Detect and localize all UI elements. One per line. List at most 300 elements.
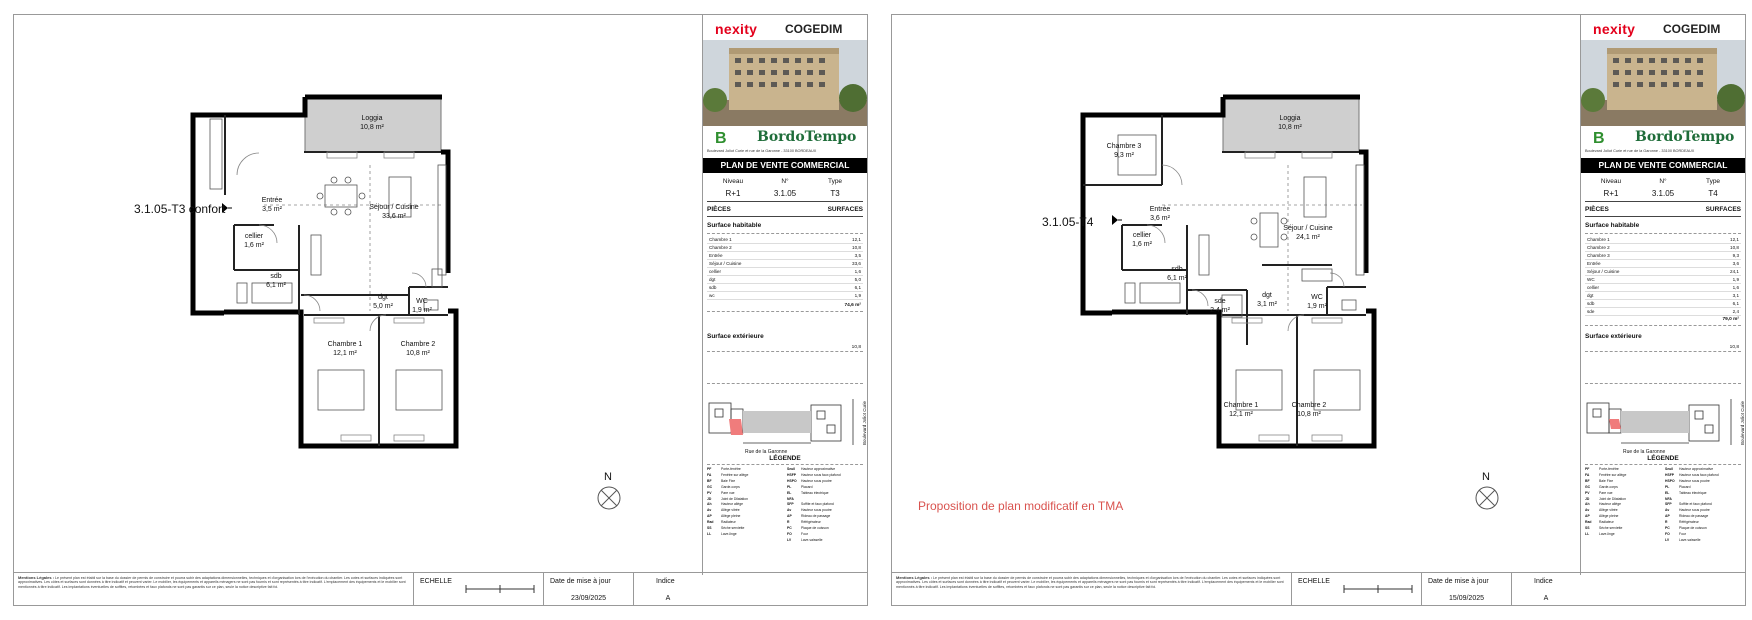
legend-entry (1665, 538, 1719, 544)
legend-desc: Radiateur (1599, 520, 1614, 525)
divider (707, 351, 863, 352)
legend-desc: Sèche serviette (721, 526, 745, 531)
legend-abbr: PV (1585, 490, 1590, 495)
niveau-header: Niveau (1600, 178, 1622, 185)
legend-desc: Soffite et faux plafond (1679, 502, 1712, 507)
modification-note: Proposition de plan modificatif en TMA (918, 499, 1124, 513)
legend-desc: Pare vue (721, 490, 735, 495)
pieces-header: PIÈCES (1585, 206, 1609, 213)
legend-desc: Hauteur allège (721, 502, 744, 507)
legend-desc: Hauteur allège (1599, 502, 1622, 507)
legend-desc: Radiateur (721, 520, 736, 525)
legal-text: Le présent plan est établi sur la base du dossier de permis de construire et pourra subir des adaptations dimensionnelles, techniques et d'organisation lors de l'exécution du chantier. Les cotes et surfaces indiquées sont approximatives. Les côtes et surfaces sont données à titre indicatif et peuvent varier. Le mobilier, les équipements et appareils ménagers ne sont pas fournis et sont représentés à titre indicatif. L'emplacement des équipements et le mobilier sont mentionnés à titre indicatif. Les implantations éventuelles de soffites, retombées et faux plafonds ne sont pas garantis sur ce plan, seule la notice descriptive fait foi. (896, 576, 1284, 589)
legend-desc: Allège vitrée (1599, 508, 1618, 513)
program-block (1581, 128, 1745, 156)
legend-abbr: AP (787, 514, 792, 519)
numero-header: N° (1659, 178, 1667, 185)
numero-header: N° (781, 178, 789, 185)
surface-row (707, 260, 863, 268)
surface-total: 74,6 m² (844, 303, 861, 308)
date-label: Date de mise à jour (550, 578, 611, 585)
surface-row (1585, 268, 1741, 276)
surface-row (1585, 260, 1741, 268)
legend-desc: Lave-vaisselle (801, 537, 823, 542)
room-area: 10,8 m² (1278, 124, 1302, 131)
info-panel (1580, 15, 1745, 575)
surface-habitable-header: Surface habitable (1585, 222, 1640, 229)
room-name: Entrée (261, 197, 283, 204)
legal-title: Mentions Légales : (18, 576, 55, 580)
surface-row-value: 1,6 (854, 269, 861, 274)
legend-abbr: PV (707, 490, 712, 495)
legend-desc: Sèche serviette (1599, 526, 1623, 531)
date-label: Date de mise à jour (1428, 578, 1489, 585)
divider (707, 464, 863, 465)
type-value: T4 (1708, 189, 1718, 198)
surface-row (1585, 300, 1741, 308)
room-area: 10,8 m² (406, 350, 430, 357)
location-keymap (1585, 395, 1745, 455)
legend-desc: Lave-linge (721, 531, 737, 536)
room-chambre2 (1292, 401, 1327, 419)
legend-abbr: SS (707, 526, 712, 531)
surface-row-value: 6,1 (854, 285, 861, 290)
scale-cell (1291, 573, 1421, 605)
surface-row (707, 292, 863, 300)
room-cellier (1132, 231, 1152, 249)
surface-row (707, 268, 863, 276)
room-area: 3,6 m² (1150, 215, 1170, 222)
room-name: Chambre 2 (1291, 402, 1327, 409)
surface-exterieure-value: 10,8 (1729, 345, 1739, 350)
legend-desc: Garde-corps (721, 484, 740, 489)
legend-desc: Hauteur sous poutre (801, 478, 832, 483)
surface-row-label: Entrée (709, 253, 723, 258)
room-chambre2 (401, 340, 436, 358)
legend-desc: Porte-fenêtre (1599, 467, 1619, 471)
surface-row (1585, 308, 1741, 316)
footer (892, 572, 1745, 605)
legend-desc: Plaque de cuisson (801, 526, 829, 531)
legend-abbr: BF (707, 478, 712, 483)
legend-desc: Tableau électrique (1679, 490, 1707, 495)
surface-row-label: wc (709, 293, 715, 298)
room-area: 1,6 m² (1132, 241, 1152, 248)
room-chambre1 (1224, 401, 1259, 419)
surface-row-label: Séjour / Cuisine (709, 261, 742, 266)
legend-desc: Hauteur sous poutre (801, 508, 832, 513)
legal-text: Le présent plan est établi sur la base du dossier de permis de construire et pourra subir des adaptations dimensionnelles, techniques et d'organisation lors de l'exécution du chantier. Les cotes et surfaces indiquées sont approximatives. Les côtes et surfaces sont données à titre indicatif et peuvent varier. Le mobilier, les équipements et appareils ménagers ne sont pas fournis et sont représentés à titre indicatif. L'emplacement des équipements et le mobilier sont mentionnés à titre indicatif. Les implantations éventuelles de soffites, retombées et faux plafonds ne sont pas garantis sur ce plan, seule la notice descriptive fait foi. (18, 576, 406, 589)
surface-row-label: Chambre 2 (709, 245, 732, 250)
legend-abbr: JD (1585, 496, 1590, 501)
legend-abbr: Av (1665, 508, 1670, 513)
divider (707, 383, 863, 384)
legend-abbr: LV (1665, 537, 1670, 542)
date-cell (1421, 573, 1511, 605)
surface-row (707, 284, 863, 292)
surface-row-value: 9,3 (1732, 253, 1739, 258)
type-header: Type (827, 178, 843, 185)
divider (707, 201, 863, 202)
plan-title: PLAN DE VENTE COMMERCIAL (703, 158, 867, 173)
surfaces-header: SURFACES (827, 206, 863, 213)
legal-title: Mentions Légales : (896, 576, 933, 580)
street-garonne: Rue de la Garonne (745, 449, 788, 455)
surface-row (1585, 284, 1741, 292)
scale-bar-icon (1342, 581, 1414, 597)
legend-abbr: GC (707, 484, 713, 489)
legend-desc: Allège pleine (1599, 514, 1619, 519)
room-area: 1,9 m² (412, 307, 432, 314)
room-chambre1 (328, 340, 363, 358)
room-sejour (369, 203, 418, 221)
indice-label: Indice (1534, 578, 1553, 585)
surface-row (1585, 292, 1741, 300)
room-entree (262, 196, 283, 214)
divider (1585, 233, 1741, 234)
legal-notice (18, 576, 410, 604)
room-name: dgt (378, 294, 388, 301)
room-sdb (1167, 265, 1187, 283)
legend-abbr: Ah (707, 502, 712, 507)
legend-desc: Réfrigérateur (1679, 520, 1699, 525)
surface-row (707, 252, 863, 260)
surface-row-label: sdb (709, 285, 717, 290)
legend-desc: Joint de Dilatation (1599, 496, 1626, 501)
street-joliot-curie: Boulevard Joliot Curie (1740, 401, 1745, 446)
surface-row-label: dgt (1587, 293, 1594, 298)
divider (707, 311, 863, 312)
surface-row-label: Entrée (1587, 261, 1601, 266)
program-address: Boulevard Joliot Curie et rue de la Garonne - 33100 BORDEAUX (1585, 149, 1695, 153)
room-name: sdb (270, 273, 282, 280)
date-cell (543, 573, 633, 605)
room-area: 10,8 m² (1297, 411, 1321, 418)
legend-abbr: PF (1585, 467, 1590, 471)
niveau-value: R+1 (725, 189, 741, 198)
numero-value: 3.1.05 (773, 189, 797, 198)
legend-entry (1585, 532, 1626, 538)
surface-row (1585, 244, 1741, 252)
legend-abbr: R (787, 520, 790, 525)
legend-abbr: SS (1585, 526, 1590, 531)
room-dgt (373, 293, 393, 311)
room-wc (412, 297, 432, 315)
room-name: cellier (1132, 232, 1152, 239)
legend-abbr: AP (1665, 514, 1670, 519)
info-panel (702, 15, 867, 575)
legend-desc: Hauteur sous faux plafond (1679, 472, 1719, 477)
pieces-header: PIÈCES (707, 206, 731, 213)
divider (1585, 325, 1741, 326)
legend-desc: Placard (801, 484, 813, 489)
divider (707, 216, 863, 217)
surface-row-value: 10,8 (1730, 245, 1739, 250)
legend-abbr: FO (1665, 531, 1670, 536)
date-value: 23/09/2025 (570, 595, 607, 602)
surface-exterieure-header: Surface extérieure (1585, 333, 1642, 340)
legend-desc: Allège pleine (721, 514, 741, 519)
legend-desc: Hauteur sous poutre (1679, 508, 1710, 513)
legend-desc: Lave-linge (1599, 531, 1615, 536)
surface-row-label: Séjour / Cuisine (1587, 269, 1620, 274)
legend-abbr: PC (1665, 526, 1670, 531)
room-name: sde (1214, 298, 1226, 305)
surface-row-label: Chambre 2 (1587, 245, 1610, 250)
legend-abbr: HSFP (1665, 472, 1675, 477)
surface-row-label: sde (1587, 309, 1595, 314)
room-loggia (1278, 114, 1302, 132)
legend-desc: Fenêtre sur allège (1599, 472, 1627, 477)
legend-desc: Réfrigérateur (801, 520, 821, 525)
program-name: BordoTempo (1635, 129, 1735, 145)
surfaces-header: SURFACES (1705, 206, 1741, 213)
niveau-header: Niveau (722, 178, 744, 185)
legend-abbr: BF (1585, 478, 1590, 483)
room-name: Chambre 3 (1106, 143, 1142, 150)
surface-row-value: 1,9 (854, 293, 861, 298)
legend-desc: Placard (1679, 484, 1691, 489)
room-loggia (360, 114, 384, 132)
legend-entry (707, 532, 748, 538)
room-area: 9,3 m² (1114, 152, 1134, 159)
legend-title: LÉGENDE (1647, 455, 1679, 462)
legend-abbr: Rad (707, 520, 714, 525)
surface-row-value: 12,1 (852, 237, 861, 242)
legend-abbr: HSPO (787, 478, 797, 483)
room-name: Séjour / Cuisine (1283, 225, 1333, 232)
surface-row-value: 3,1 (1732, 293, 1739, 298)
legend-abbr: SFP (1665, 502, 1672, 507)
surface-total: 79,0 m² (1722, 317, 1739, 322)
room-area: 12,1 m² (1229, 411, 1253, 418)
room-name: Chambre 2 (400, 341, 436, 348)
legend-abbr: Av (1585, 508, 1590, 513)
cogedim-logo: COGEDIM (1663, 22, 1721, 36)
legend-abbr: Seuil (1665, 467, 1674, 471)
plan-sheet-t3 (13, 14, 868, 606)
surface-row-value: 1,9 (1732, 277, 1739, 282)
room-dgt (1257, 291, 1277, 309)
legend-desc: Porte-fenêtre (721, 467, 741, 471)
type-value: T3 (830, 189, 840, 198)
surface-row (1585, 252, 1741, 260)
surface-exterieure-header: Surface extérieure (707, 333, 764, 340)
legend-entry (787, 538, 841, 544)
legend-desc: Soffite et faux plafond (801, 502, 834, 507)
legend-abbr: HSPO (1665, 478, 1675, 483)
room-area: 24,1 m² (1296, 234, 1320, 241)
legend-abbr: PC (787, 526, 792, 531)
surface-row-value: 1,6 (1732, 285, 1739, 290)
room-name: cellier (244, 233, 264, 240)
room-area: 1,6 m² (244, 242, 264, 249)
room-name: Entrée (1149, 206, 1171, 213)
room-area: 10,8 m² (360, 124, 384, 131)
north-label: N (1482, 471, 1490, 483)
surface-exterieure-value: 10,8 (851, 345, 861, 350)
room-area: 12,1 m² (333, 350, 357, 357)
room-area: 1,9 m² (1307, 303, 1327, 310)
legend-desc: Baie Fixe (721, 478, 736, 483)
scale-cell (413, 573, 543, 605)
legend-title: LÉGENDE (769, 455, 801, 462)
date-value: 15/09/2025 (1448, 595, 1485, 602)
legend-desc: Hauteur approximative (801, 467, 836, 471)
unit-label: 3.1.05-T4 (1042, 215, 1094, 229)
scale-label: ECHELLE (1298, 578, 1330, 585)
legend-abbr: AP (707, 514, 712, 519)
indice-value: A (665, 595, 671, 602)
legend-abbr: NFA (787, 496, 794, 501)
surface-row-value: 2,4 (1732, 309, 1739, 314)
surface-row (707, 276, 863, 284)
indice-cell (1511, 573, 1580, 605)
legend-desc: Plaque de cuisson (1679, 526, 1707, 531)
legend-abbr: HSFP (787, 472, 797, 477)
legend-desc: Baie Fixe (1599, 478, 1614, 483)
surface-row-label: Chambre 3 (1587, 253, 1610, 258)
legend-abbr: PL (787, 484, 792, 489)
unit-label: 3.1.05-T3 confort (134, 202, 226, 216)
surface-row-value: 3,6 (1732, 261, 1739, 266)
program-block (703, 128, 867, 156)
program-address: Boulevard Joliot Curie et rue de la Garonne - 33100 BORDEAUX (707, 149, 817, 153)
divider (1585, 464, 1741, 465)
divider (1585, 351, 1741, 352)
legend-abbr: Av (787, 508, 792, 513)
room-area: 33,6 m² (382, 213, 406, 220)
plan-sheet-t4 (891, 14, 1746, 606)
legend-desc: Rideau de passage (801, 514, 831, 519)
room-name: Chambre 1 (1223, 402, 1259, 409)
legend-desc: Garde-corps (1599, 484, 1618, 489)
legend-abbr: GC (1585, 484, 1591, 489)
numero-value: 3.1.05 (1651, 189, 1675, 198)
legend-desc: Rideau de passage (1679, 514, 1709, 519)
room-name: Séjour / Cuisine (369, 204, 419, 211)
type-header: Type (1705, 178, 1721, 185)
room-name: sdb (1171, 266, 1183, 273)
building-photo (1581, 40, 1745, 126)
program-b-icon: B (715, 130, 727, 147)
surface-row (1585, 236, 1741, 244)
legend-abbr: JD (707, 496, 712, 501)
legend-right-col (787, 467, 841, 544)
legend-abbr: LL (1585, 531, 1590, 536)
surface-row-value: 12,1 (1730, 237, 1739, 242)
legend-desc: Four (801, 531, 808, 536)
divider (1585, 216, 1741, 217)
divider (1585, 201, 1741, 202)
surface-habitable-header: Surface habitable (707, 222, 762, 229)
surface-row-label: cellier (709, 269, 721, 274)
north-label: N (604, 471, 612, 483)
surface-row-label: sdb (1587, 301, 1595, 306)
legend-desc: Fenêtre sur allège (721, 472, 749, 477)
room-entree (1150, 205, 1171, 223)
legend-right-col (1665, 467, 1719, 544)
room-sde (1210, 297, 1230, 315)
compass-icon (1474, 485, 1500, 511)
surface-row (1585, 276, 1741, 284)
surface-row (707, 236, 863, 244)
surface-row-label: Chambre 1 (1587, 237, 1610, 242)
legend-desc: Pare vue (1599, 490, 1613, 495)
program-b-icon: B (1593, 130, 1605, 147)
room-area: 6,1 m² (1167, 275, 1187, 282)
room-area: 3,5 m² (262, 206, 282, 213)
scale-bar-icon (464, 581, 536, 597)
surface-row-label: Chambre 1 (709, 237, 732, 242)
street-joliot-curie: Boulevard Joliot Curie (862, 401, 867, 446)
surface-row-label: dgt (709, 277, 716, 282)
street-garonne: Rue de la Garonne (1623, 449, 1666, 455)
legend-abbr: SFP (787, 502, 794, 507)
room-name: WC (1311, 294, 1323, 301)
legend-desc: Hauteur sous poutre (1679, 478, 1710, 483)
legend-abbr: EL (1665, 490, 1670, 495)
niveau-value: R+1 (1603, 189, 1619, 198)
room-area: 6,1 m² (266, 282, 286, 289)
cogedim-logo: COGEDIM (785, 22, 843, 36)
legend-abbr: Av (707, 508, 712, 513)
legend-abbr: FA (1585, 472, 1590, 477)
divider (707, 233, 863, 234)
program-name: BordoTempo (757, 129, 857, 145)
north-compass (1474, 471, 1500, 511)
legend-desc: Four (1679, 531, 1686, 536)
legend-abbr: Ah (1585, 502, 1590, 507)
scale-label: ECHELLE (420, 578, 452, 585)
legend-desc: Tableau électrique (801, 490, 829, 495)
building-photo (703, 40, 867, 126)
brand-logos (1581, 19, 1745, 39)
legend-desc: Hauteur approximative (1679, 467, 1714, 471)
surface-row (707, 244, 863, 252)
surface-row-value: 33,6 (852, 261, 861, 266)
legend-abbr: PL (1665, 484, 1670, 489)
room-area: 3,1 m² (1257, 301, 1277, 308)
nexity-logo: nexity (1593, 21, 1636, 37)
legend-left-col (707, 467, 748, 538)
room-name: Chambre 1 (327, 341, 363, 348)
legend-abbr: LL (707, 531, 712, 536)
legend-abbr: AP (1585, 514, 1590, 519)
legend-left-col (1585, 467, 1626, 538)
surface-row-label: WC (1587, 277, 1595, 282)
legend-desc: Hauteur sous faux plafond (801, 472, 841, 477)
divider (1585, 383, 1741, 384)
room-name: Loggia (1279, 115, 1301, 122)
legend-abbr: R (1665, 520, 1668, 525)
room-sejour (1283, 224, 1332, 242)
room-name: WC (416, 298, 428, 305)
surface-row-value: 24,1 (1730, 269, 1739, 274)
room-sdb (266, 272, 286, 290)
nexity-logo: nexity (715, 21, 758, 37)
legal-notice (896, 576, 1288, 604)
legend-abbr: Seuil (787, 467, 796, 471)
legend-abbr: LV (787, 537, 792, 542)
legend-abbr: FA (707, 472, 712, 477)
surface-row-label: cellier (1587, 285, 1599, 290)
surface-row-value: 3,5 (854, 253, 861, 258)
room-chambre3 (1107, 142, 1142, 160)
room-area: 2,4 m² (1210, 307, 1230, 314)
footer (14, 572, 867, 605)
room-name: Loggia (361, 115, 383, 122)
